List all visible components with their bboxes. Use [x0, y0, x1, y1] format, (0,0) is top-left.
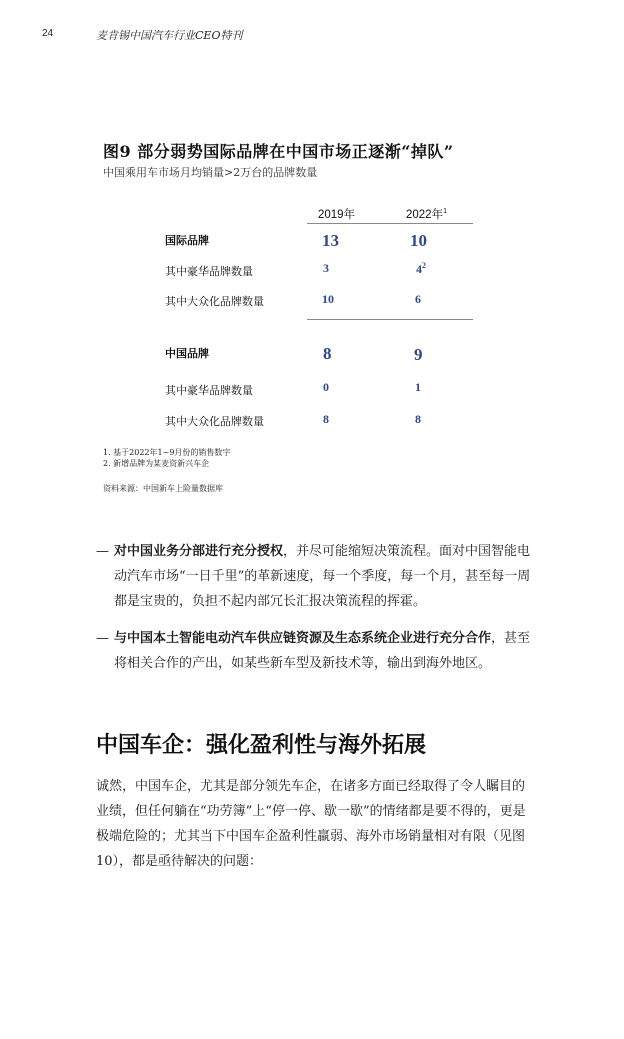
value-2022: 8 [415, 412, 421, 426]
bullet-item [96, 626, 536, 676]
value-2022: 10 [410, 231, 427, 250]
value-2019: 8 [323, 344, 332, 363]
column-header-2019: 2019年 [318, 209, 356, 221]
column-header-2022: 2022年$^1$ [406, 208, 447, 221]
figure-title: 图9 部分弱势国际品牌在中国市场正逐渐“掉队” [103, 142, 454, 161]
figure-subtitle: 中国乘用车市场月均销量>2万台的品牌数量 [103, 166, 318, 179]
bullet-dash: — [96, 631, 109, 646]
footnote-1: 1. 基于2022年1~9月份的销售数字 [103, 448, 231, 457]
value-2019: 8 [323, 412, 329, 426]
section-heading: 中国车企：强化盈利性与海外拓展 [96, 732, 427, 758]
body-paragraph: 诚然，中国车企，尤其是部分领先车企，在诸多方面已经取得了令人瞩目的业绩，但任何躺在“功劳簿”上“停一停、歇一歇”的情绪都是要不得的，更是极端危险的；尤其当下中国车企盈利性羸弱、海外市场销量相对有限（见图10），都是亟待解决的问题： [96, 779, 526, 869]
group-divider [307, 319, 473, 320]
row-label-mass-market: 其中大众化品牌数量 [165, 415, 264, 428]
bullet-dash: — [96, 544, 109, 559]
row-label-international: 国际品牌 [165, 234, 209, 247]
page-number: 24 [42, 28, 54, 39]
figure-source: 资料来源：中国新车上险量数据库 [103, 484, 223, 493]
value-2022: 1 [415, 380, 421, 394]
value-2022: 9 [414, 345, 423, 364]
footnote-2: 2. 新增品牌为某麦资新兴车企 [103, 459, 210, 468]
bullet-item [96, 539, 536, 614]
bullet-text: ，甚至将相关合作的产出，如某些新车型及新技术等，输出到海外地区。 [114, 631, 531, 671]
header-rule [307, 223, 473, 224]
bullet-bold-text: 对中国业务分部进行充分授权 [114, 544, 284, 559]
value-2019: 3 [323, 261, 329, 275]
row-label-mass-market: 其中大众化品牌数量 [165, 295, 264, 308]
bullet-text: ，并尽可能缩短决策流程。面对中国智能电动汽车市场“一日千里”的革新速度，每一个季度，每一个月，甚至每一周都是宝贵的，负担不起内部冗长汇报决策流程的挥霍。 [114, 544, 531, 609]
value-2019: 13 [322, 231, 339, 250]
value-2019: 0 [323, 380, 329, 394]
value-2019: 10 [322, 292, 334, 306]
running-title: 麦肯锡中国汽车行业CEO特刊 [96, 29, 243, 42]
bullet-bold-text: 与中国本土智能电动汽车供应链资源及生态系统企业进行充分合作 [114, 631, 492, 646]
row-label-luxury: 其中豪华品牌数量 [165, 265, 253, 278]
row-label-chinese: 中国品牌 [165, 347, 209, 360]
row-label-luxury: 其中豪华品牌数量 [165, 384, 253, 397]
value-2022: 6 [415, 292, 421, 306]
value-2022: $4^2$ [416, 261, 426, 276]
